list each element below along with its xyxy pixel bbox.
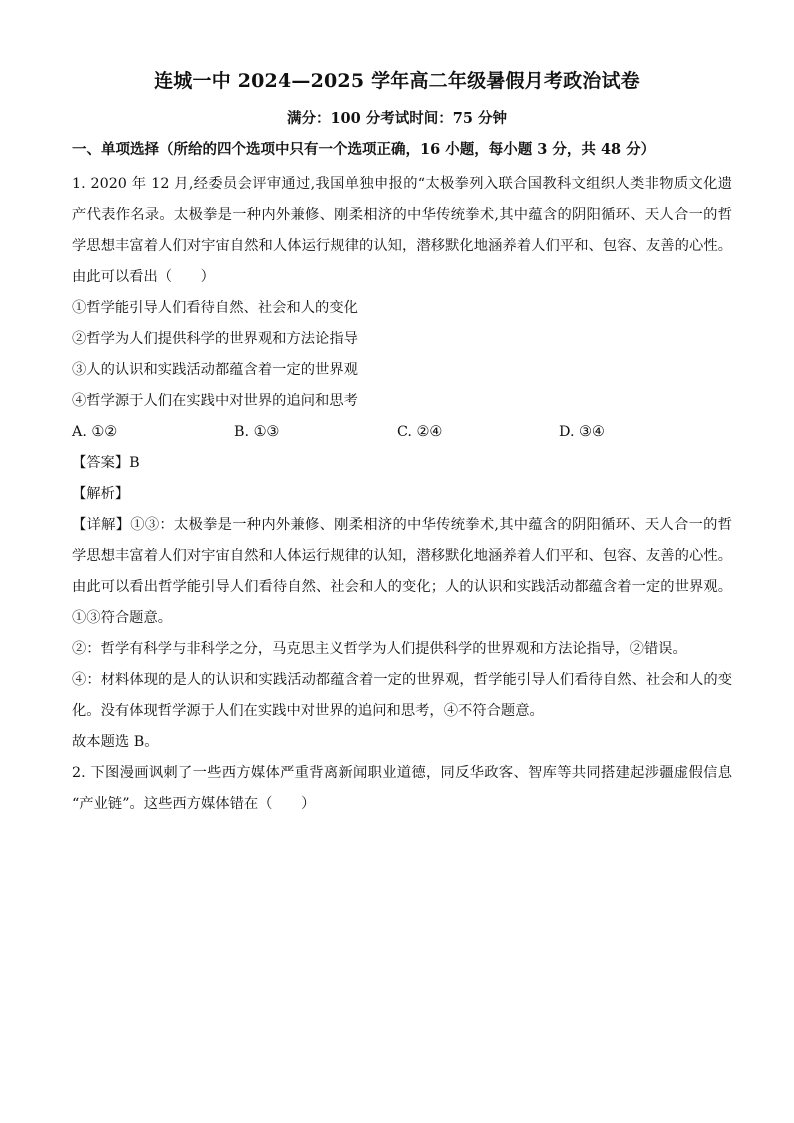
- question-1-detail-3: ④：材料体现的是人的认识和实践活动都蕴含着一定的世界观，哲学能引导人们看待自然、社会和人的变化。没有体现哲学源于人们在实践中对世界的追问和思考，④不符合题意。: [72, 672, 732, 719]
- question-1-option-2: ②哲学为人们提供科学的世界观和方法论指导: [72, 331, 358, 347]
- choice-a: A. ①②: [72, 424, 118, 440]
- exam-subtitle: 满分：100 分考试时间：75 分钟: [286, 110, 508, 127]
- question-1-conclusion: 故本题选 B。: [72, 734, 159, 750]
- question-1-answer: 【答案】B: [72, 455, 140, 471]
- choice-d: D. ③④: [559, 424, 605, 440]
- question-1-analysis-label: 【解析】: [72, 486, 130, 502]
- question-1-option-1: ①哲学能引导人们看待自然、社会和人的变化: [72, 300, 358, 316]
- question-1-detail-2: ②：哲学有科学与非科学之分，马克思主义哲学为人们提供科学的世界观和方法论指导，②错误。: [72, 641, 687, 657]
- section-heading: 一、单项选择（所给的四个选项中只有一个选项正确，16 小题，每小题 3 分，共 48 分）: [72, 141, 656, 158]
- question-1-option-4: ④哲学源于人们在实践中对世界的追问和思考: [72, 393, 358, 409]
- question-1-detail-1: 【详解】①③：太极拳是一种内外兼修、刚柔相济的中华传统拳术,其中蕴含的阴阳循环、天人合一的哲学思想丰富着人们对宇宙自然和人体运行规律的认知，潜移默化地涵养着人们平和、包容、友善的心性。由此可以看出哲学能引导人们看待自然、社会和人的变化；人的认识和实践活动都蕴含着一定的世界观。①③符合题意。: [72, 517, 732, 626]
- question-2-stem: 2. 下图漫画讽刺了一些西方媒体严重背离新闻职业道德，同反华政客、智库等共同搭建起涉疆虚假信息 “产业链”。这些西方媒体错在（ ）: [72, 765, 732, 812]
- choice-b: B. ①③: [234, 424, 280, 440]
- question-1-stem: 1. 2020 年 12 月,经委员会评审通过,我国单独申报的“太极拳列入联合国教科文组织人类非物质文化遗产代表作名录。太极拳是一种内外兼修、刚柔相济的中华传统拳术,其中蕴含的阴阳循环、天人合一的哲学思想丰富着人们对宇宙自然和人体运行规律的认知，潜移默化地涵养着人们平和、包容、友善的心性。由此可以看出（ ）: [72, 176, 732, 285]
- question-1-choices: [72, 417, 732, 448]
- exam-title: 连城一中 2024—2025 学年高二年级暑假月考政治试卷: [154, 70, 640, 92]
- question-1-option-3: ③人的认识和实践活动都蕴含着一定的世界观: [72, 362, 358, 378]
- choice-c: C. ②④: [397, 424, 443, 440]
- exam-body: [72, 169, 732, 820]
